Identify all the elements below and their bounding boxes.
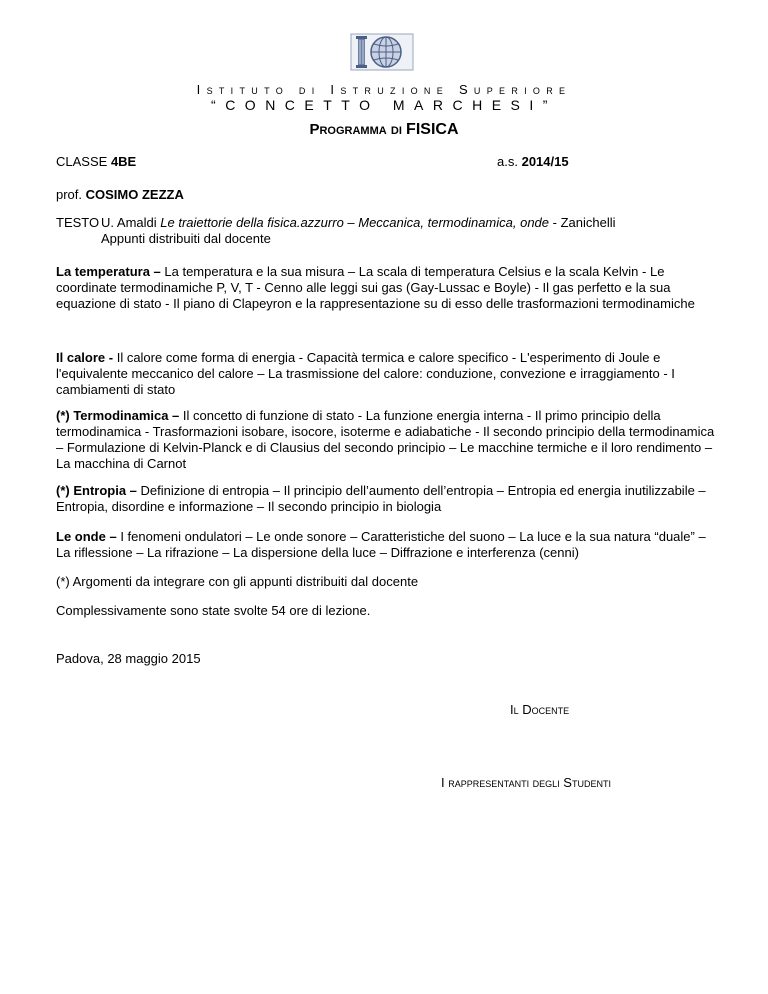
signature-studenti: I rappresentanti degli Studenti [441, 775, 611, 790]
testo-notes: Appunti distribuiti dal docente [101, 231, 271, 246]
institute-type: Istituto di Istruzione Superiore [196, 82, 572, 97]
testo-label: TESTO [56, 215, 100, 230]
anno-label: a.s. [497, 154, 518, 169]
testo-publisher: - Zanichelli [552, 215, 616, 230]
footnote: (*) Argomenti da integrare con gli appunti distribuiti dal docente [56, 574, 419, 589]
title-prefix: Programma di [309, 121, 402, 138]
section-heading: La temperatura – [56, 264, 161, 279]
section-termodinamica [56, 408, 720, 472]
prof-value: COSIMO ZEZZA [85, 187, 184, 202]
title-subject: FISICA [406, 121, 459, 138]
anno-line [497, 153, 569, 170]
testo-author: U. Amaldi [101, 215, 157, 230]
prof-label: prof. [56, 187, 83, 202]
testo-line [101, 214, 616, 231]
prof-line [56, 186, 184, 203]
section-entropia [56, 483, 720, 515]
place-date: Padova, 28 maggio 2015 [56, 651, 201, 666]
classe-value: 4BE [110, 154, 137, 169]
anno-value: 2014/15 [521, 154, 569, 169]
section-heading: Il calore - [56, 350, 114, 365]
section-calore [56, 350, 720, 398]
testo-book-title: Le traiettorie della fisica.azzurro – Meccanica, termodinamica, onde [160, 215, 550, 230]
section-text: Definizione di entropia – Il principio dell’aumento dell’entropia – Entropia ed energia inutilizzabile – Entropia, disordine e informazione – Il secondo principio in biologia [56, 483, 706, 514]
section-onde [56, 529, 720, 561]
signature-docente: Il Docente [510, 702, 570, 717]
istituto-logo-icon [348, 31, 416, 73]
section-temperatura [56, 264, 720, 312]
section-heading: (*) Termodinamica – [56, 408, 180, 423]
section-text: Il concetto di funzione di stato - La funzione energia interna - Il primo principio della termodinamica - Trasformazioni isobare, isocore, isoterme e adiabatiche - Il secondo principio della termodinamica – Formulazione di Kelvin-Planck e di Clausius del secondo principio – Le macchine termiche e il loro rendimento – La macchina di Carnot [56, 408, 715, 471]
classe-line [56, 153, 136, 170]
section-heading: Le onde – [56, 529, 117, 544]
institute-name: “CONCETTO MARCHESI” [211, 97, 557, 113]
section-text: I fenomeni ondulatori – Le onde sonore – Caratteristiche del suono – La luce e la sua natura “duale” – La riflessione – La rifrazione – La dispersione della luce – Diffrazione e interferenza (cenni) [56, 529, 706, 560]
institute-line [0, 82, 768, 97]
section-text: La temperatura e la sua misura – La scala di temperatura Celsius e la scala Kelvin - Le coordinate termodinamiche P, V, T - Cenno alle leggi sui gas (Gay-Lussac e Boyle) - Il gas perfetto e la sua equazione di stato - Il piano di Clapeyron e la rappresentazione su di esso delle trasformazioni termodinamiche [56, 264, 695, 311]
hours-note: Complessivamente sono state svolte 54 ore di lezione. [56, 603, 371, 618]
section-heading: (*) Entropia – [56, 483, 137, 498]
document-title [0, 121, 768, 139]
classe-label: CLASSE [56, 154, 108, 169]
section-text: Il calore come forma di energia - Capacità termica e calore specifico - L'esperimento di Joule e l'equivalente meccanico del calore – La trasmissione del calore: conduzione, convezione e irraggiamento - I cambiamenti di stato [56, 350, 675, 397]
